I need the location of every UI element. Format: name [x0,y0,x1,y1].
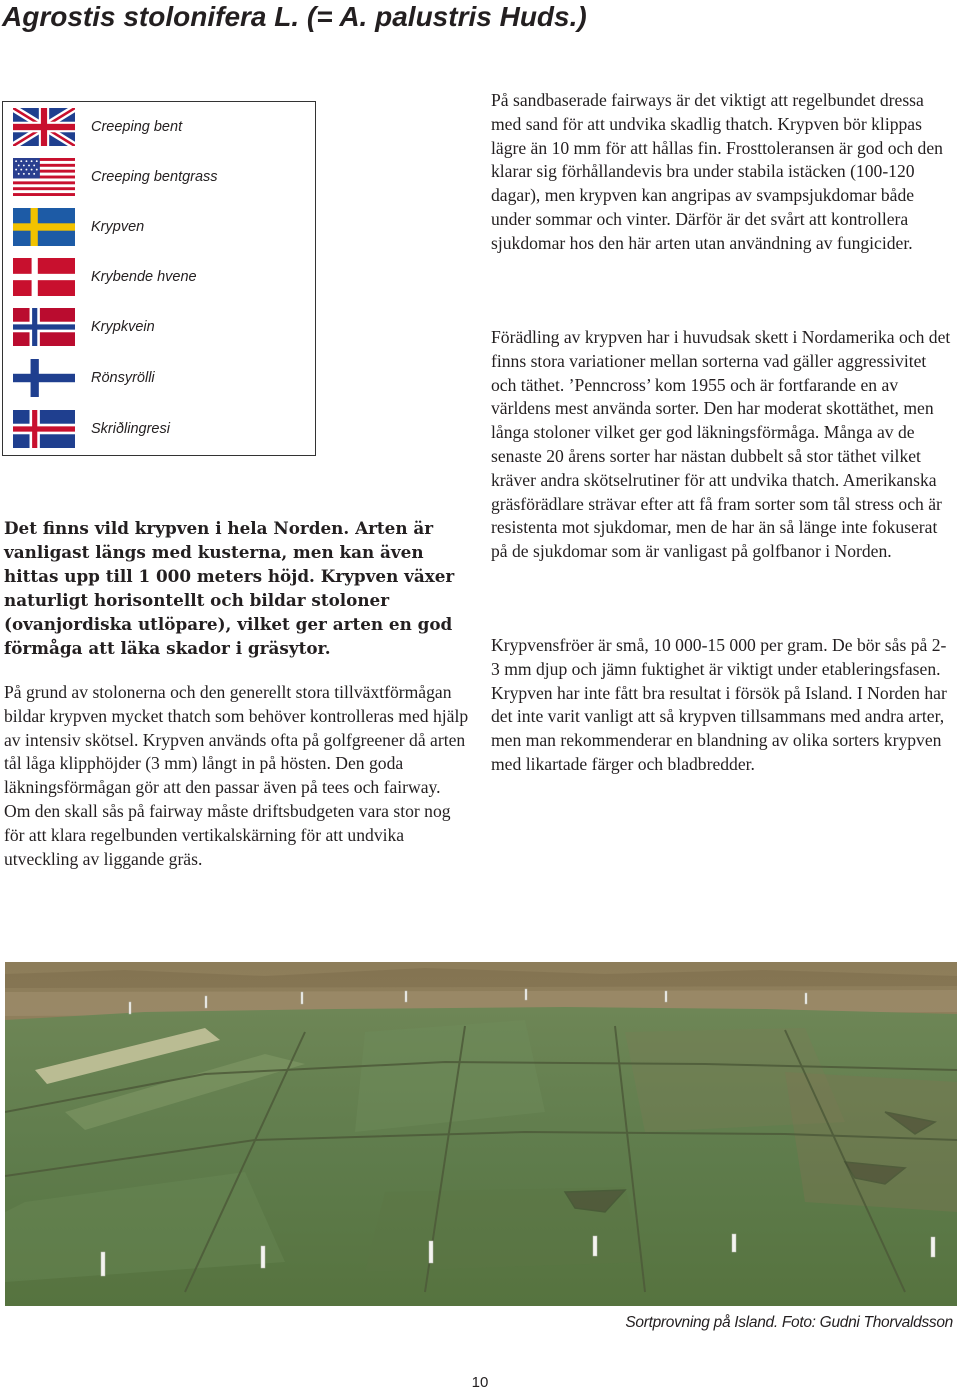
name-row-icelandic [3,404,315,454]
name-label: Creeping bentgrass [91,169,218,185]
name-label: Skriðlingresi [91,421,170,437]
denmark-flag-icon [3,252,85,302]
body-paragraph-right-3: Krypvensfröer är små, 10 000-15 000 per gram. De bör sås på 2-3 mm djup och jämn fuktighet är viktigt under etableringsfasen. Krypven har inte fått bra resultat i försök på Island. I Norden har det inte varit vanligt att så krypven tillsammans med andra arter, men man rekommenderar en blandning av olika sorters krypven med likartade färger och bladbredder. [491,635,947,774]
body-paragraph-right-1: På sandbaserade fairways är det viktigt att regelbundet dressa med sand för att undvika skadlig thatch. Krypven bör klippas lägre än 10 mm för att hållas fin. Frosttoleransen är god och den klarar sig förhållandevis bra under stabila istäcken (100-120 dagar), men krypven kan angripas av svampsjukdomar både under sommar och vinter. Därför är det svårt att kontrollera sjukdomar hos den här arten utan användning av fungicider. [491,90,943,253]
intro-paragraph: Det finns vild krypven i hela Norden. Arten är vanligast längs med kusterna, men kan även hittas upp till 1 000 meters höjd. Krypven växer naturligt horisontellt och bildar stoloner (ovanjordiska utlöpare), vilket ger arten en god förmåga att läka skador i gräsytor. [4,518,455,658]
uk-flag-icon [3,102,85,152]
finland-flag-icon [3,353,85,403]
common-names-table [2,101,316,456]
norway-flag-icon [3,302,85,352]
name-row-danish [3,252,315,302]
page-number: 10 [471,1374,489,1391]
page-title: Agrostis stolonifera L. (= A. palustris Huds.) [2,1,587,32]
name-row-english [3,102,315,152]
photo-caption: Sortprovning på Island. Foto: Gudni Thorvaldsson [625,1314,953,1331]
us-flag-icon [3,152,85,202]
name-label: Krypven [91,219,145,235]
name-label: Krybende hvene [91,269,197,285]
name-label: Creeping bent [91,119,183,135]
name-row-finnish [3,353,315,403]
body-paragraph-right-2: Förädling av krypven har i huvudsak skett i Nordamerika och det finns stora variationer mellan sorterna vad gäller aggressivitet och täthet. ’Penncross’ kom 1955 och är fortfarande en av världens mest använda sorter. Den har moderat skottäthet, men långa stoloner vilket ger god läkningsförmåga. Många av de senaste 20 årens sorter har nästan dubbelt så stor täthet vilket kräver andra skötselrutiner för att undvika thatch. Amerikanska gräsförädlare strävar efter att få fram sorter som tål stress och är resistenta mot sjukdomar, men de har än så länge inte fokuserat på de sjukdomar som är vanligast på golfbanor i Norden. [491,327,951,562]
body-paragraph-left: På grund av stolonerna och den generellt stora tillväxtförmågan bildar krypven mycket thatch som behöver kontrolleras med hjälp av intensiv skötsel. Krypven används ofta på golfgreener då arten tål låga klipphöjder (3 mm) långt in på hösten. Den goda läkningsförmågan gör att den passar även på tees och fairway. Om den skall sås på fairway måste driftsbudgeten vara stor nog för att klara regelbunden vertikalskärning för att undvika utveckling av liggande gräs. [4,682,469,869]
name-row-norwegian [3,302,315,352]
field-trial-photo [5,962,957,1306]
sweden-flag-icon [3,202,85,252]
iceland-flag-icon [3,404,85,454]
name-row-swedish [3,202,315,252]
name-label: Rönsyrölli [91,370,155,386]
name-row-american [3,152,315,202]
name-label: Krypkvein [91,319,155,335]
